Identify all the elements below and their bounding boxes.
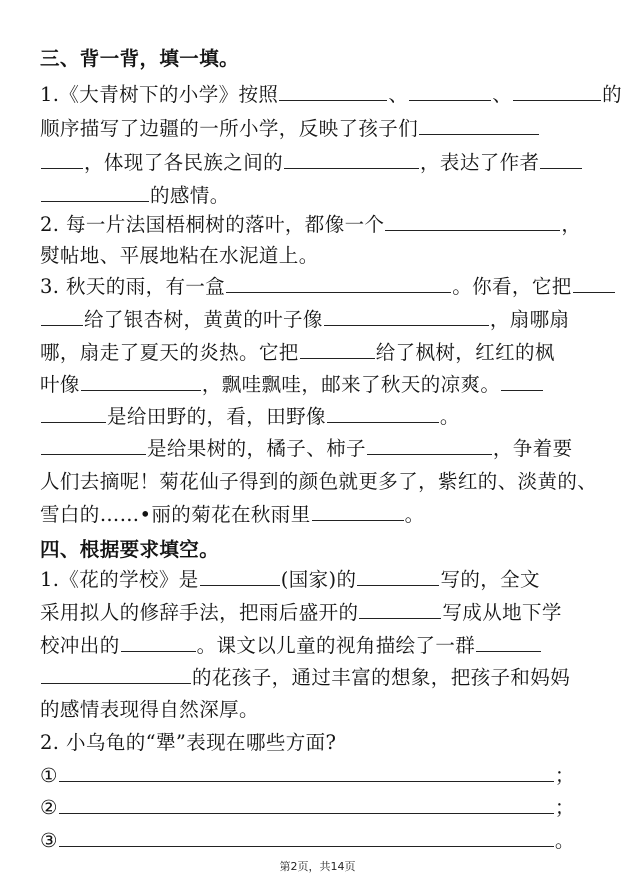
text-line — [40, 80, 622, 110]
answer-blank[interactable] — [226, 291, 451, 293]
text-segment: 的 — [602, 83, 623, 106]
answer-blank[interactable] — [41, 324, 83, 326]
text-segment: 2. 每一片法国梧桐树的落叶，都像一个 — [40, 213, 385, 236]
text-segment: 熨帖地、平展地粘在水泥道上。 — [40, 244, 319, 267]
page-footer: 第2页，共14页 — [279, 860, 356, 873]
answer-blank[interactable] — [59, 812, 554, 814]
text-line — [40, 370, 544, 400]
text-segment: 给了银杏树，黄黄的叶子像 — [84, 308, 323, 331]
text-segment: 校冲出的 — [40, 634, 120, 657]
answer-blank[interactable] — [41, 167, 83, 169]
text-segment: 雪白的……•丽的菊花在秋雨里 — [40, 503, 311, 526]
text-line — [40, 500, 425, 530]
text-segment: 。课文以儿童的视角描绘了一群 — [196, 634, 476, 657]
text-segment: 的花孩子，通过丰富的想象，把孩子和妈妈 — [192, 666, 571, 689]
text-line — [40, 241, 319, 271]
text-segment: ，表达了作者 — [420, 151, 540, 174]
text-line — [40, 598, 562, 628]
text-line — [40, 114, 540, 144]
text-line — [40, 338, 555, 368]
text-segment: 的感情表现得自然深厚。 — [40, 698, 259, 721]
text-segment: ③ — [40, 829, 58, 852]
text-segment: 人们去摘呢！菊花仙子得到的颜色就更多了，紫红的、淡黄的、 — [40, 470, 598, 493]
text-segment: ，扇哪扇 — [489, 308, 570, 331]
text-segment: 叶像 — [40, 373, 80, 396]
text-line — [40, 181, 230, 211]
section4-heading: 四、根据要求填空。 — [40, 538, 220, 561]
answer-blank[interactable] — [385, 229, 560, 231]
text-segment: 。 — [439, 405, 460, 428]
text-line — [40, 663, 570, 693]
text-segment: 。 — [554, 829, 575, 852]
answer-blank[interactable] — [573, 291, 615, 293]
answer-blank[interactable] — [357, 584, 439, 586]
text-segment: 的感情。 — [150, 184, 230, 207]
answer-blank[interactable] — [41, 421, 106, 423]
answer-blank[interactable] — [540, 167, 582, 169]
text-line — [40, 402, 460, 432]
answer-blank[interactable] — [367, 453, 492, 455]
answer-blank[interactable] — [81, 389, 201, 391]
text-segment: 是给田野的，看，田野像 — [107, 405, 326, 428]
answer-blank[interactable] — [59, 780, 554, 782]
text-line — [40, 565, 540, 595]
answer-blank[interactable] — [41, 200, 149, 202]
text-line — [40, 695, 259, 725]
text-line — [40, 305, 569, 335]
answer-blank[interactable] — [121, 650, 196, 652]
text-line — [40, 210, 581, 240]
text-line — [40, 434, 573, 464]
text-segment: ，飘哇飘哇，邮来了秋天的凉爽。 — [201, 373, 501, 396]
text-segment: 。你看，它把 — [452, 275, 572, 298]
answer-blank[interactable] — [312, 519, 404, 521]
text-segment: 是给果树的，橘子、柿子 — [147, 437, 366, 460]
text-segment: 哪，扇走了夏天的炎热。它把 — [40, 341, 299, 364]
text-line — [40, 728, 336, 758]
text-line — [40, 761, 575, 791]
text-segment: 1.《花的学校》是 — [40, 568, 199, 591]
text-segment: 、 — [388, 83, 409, 106]
text-line — [40, 467, 597, 497]
answer-blank[interactable] — [41, 453, 146, 455]
text-segment: 2. 小乌龟的“犟”表现在哪些方面? — [40, 731, 337, 754]
text-segment: ， — [561, 213, 582, 236]
text-segment: 给了枫树，红红的枫 — [375, 341, 555, 364]
text-segment: 采用拟人的修辞手法，把雨后盛开的 — [40, 601, 359, 624]
text-segment: 。 — [404, 503, 425, 526]
text-segment: ① — [40, 764, 58, 787]
answer-blank[interactable] — [284, 167, 419, 169]
text-line — [40, 148, 583, 178]
text-segment: 3. 秋天的雨，有一盒 — [40, 275, 226, 298]
text-segment: ② — [40, 796, 58, 819]
section3-heading: 三、背一背，填一填。 — [40, 47, 240, 70]
text-segment: ，体现了各民族之间的 — [84, 151, 284, 174]
answer-blank[interactable] — [501, 389, 543, 391]
text-line — [40, 793, 575, 823]
text-segment: 、 — [492, 83, 513, 106]
text-segment: ； — [554, 796, 575, 819]
text-segment: 顺序描写了边疆的一所小学，反映了孩子们 — [40, 117, 419, 140]
text-line — [40, 826, 575, 856]
answer-blank[interactable] — [200, 584, 280, 586]
text-segment: 写成从地下学 — [442, 601, 562, 624]
answer-blank[interactable] — [327, 421, 439, 423]
text-line — [40, 631, 542, 661]
answer-blank[interactable] — [59, 845, 554, 847]
answer-blank[interactable] — [41, 682, 191, 684]
answer-blank[interactable] — [419, 133, 539, 135]
text-segment: ，争着要 — [492, 437, 573, 460]
text-segment: 1.《大青树下的小学》按照 — [40, 83, 279, 106]
answer-blank[interactable] — [359, 617, 441, 619]
answer-blank[interactable] — [513, 99, 601, 101]
answer-blank[interactable] — [300, 357, 375, 359]
text-line — [40, 272, 616, 302]
text-segment: (国家)的 — [280, 568, 357, 591]
answer-blank[interactable] — [324, 324, 489, 326]
answer-blank[interactable] — [476, 650, 541, 652]
answer-blank[interactable] — [279, 99, 387, 101]
answer-blank[interactable] — [409, 99, 491, 101]
text-segment: ； — [554, 764, 575, 787]
text-segment: 写的，全文 — [440, 568, 540, 591]
